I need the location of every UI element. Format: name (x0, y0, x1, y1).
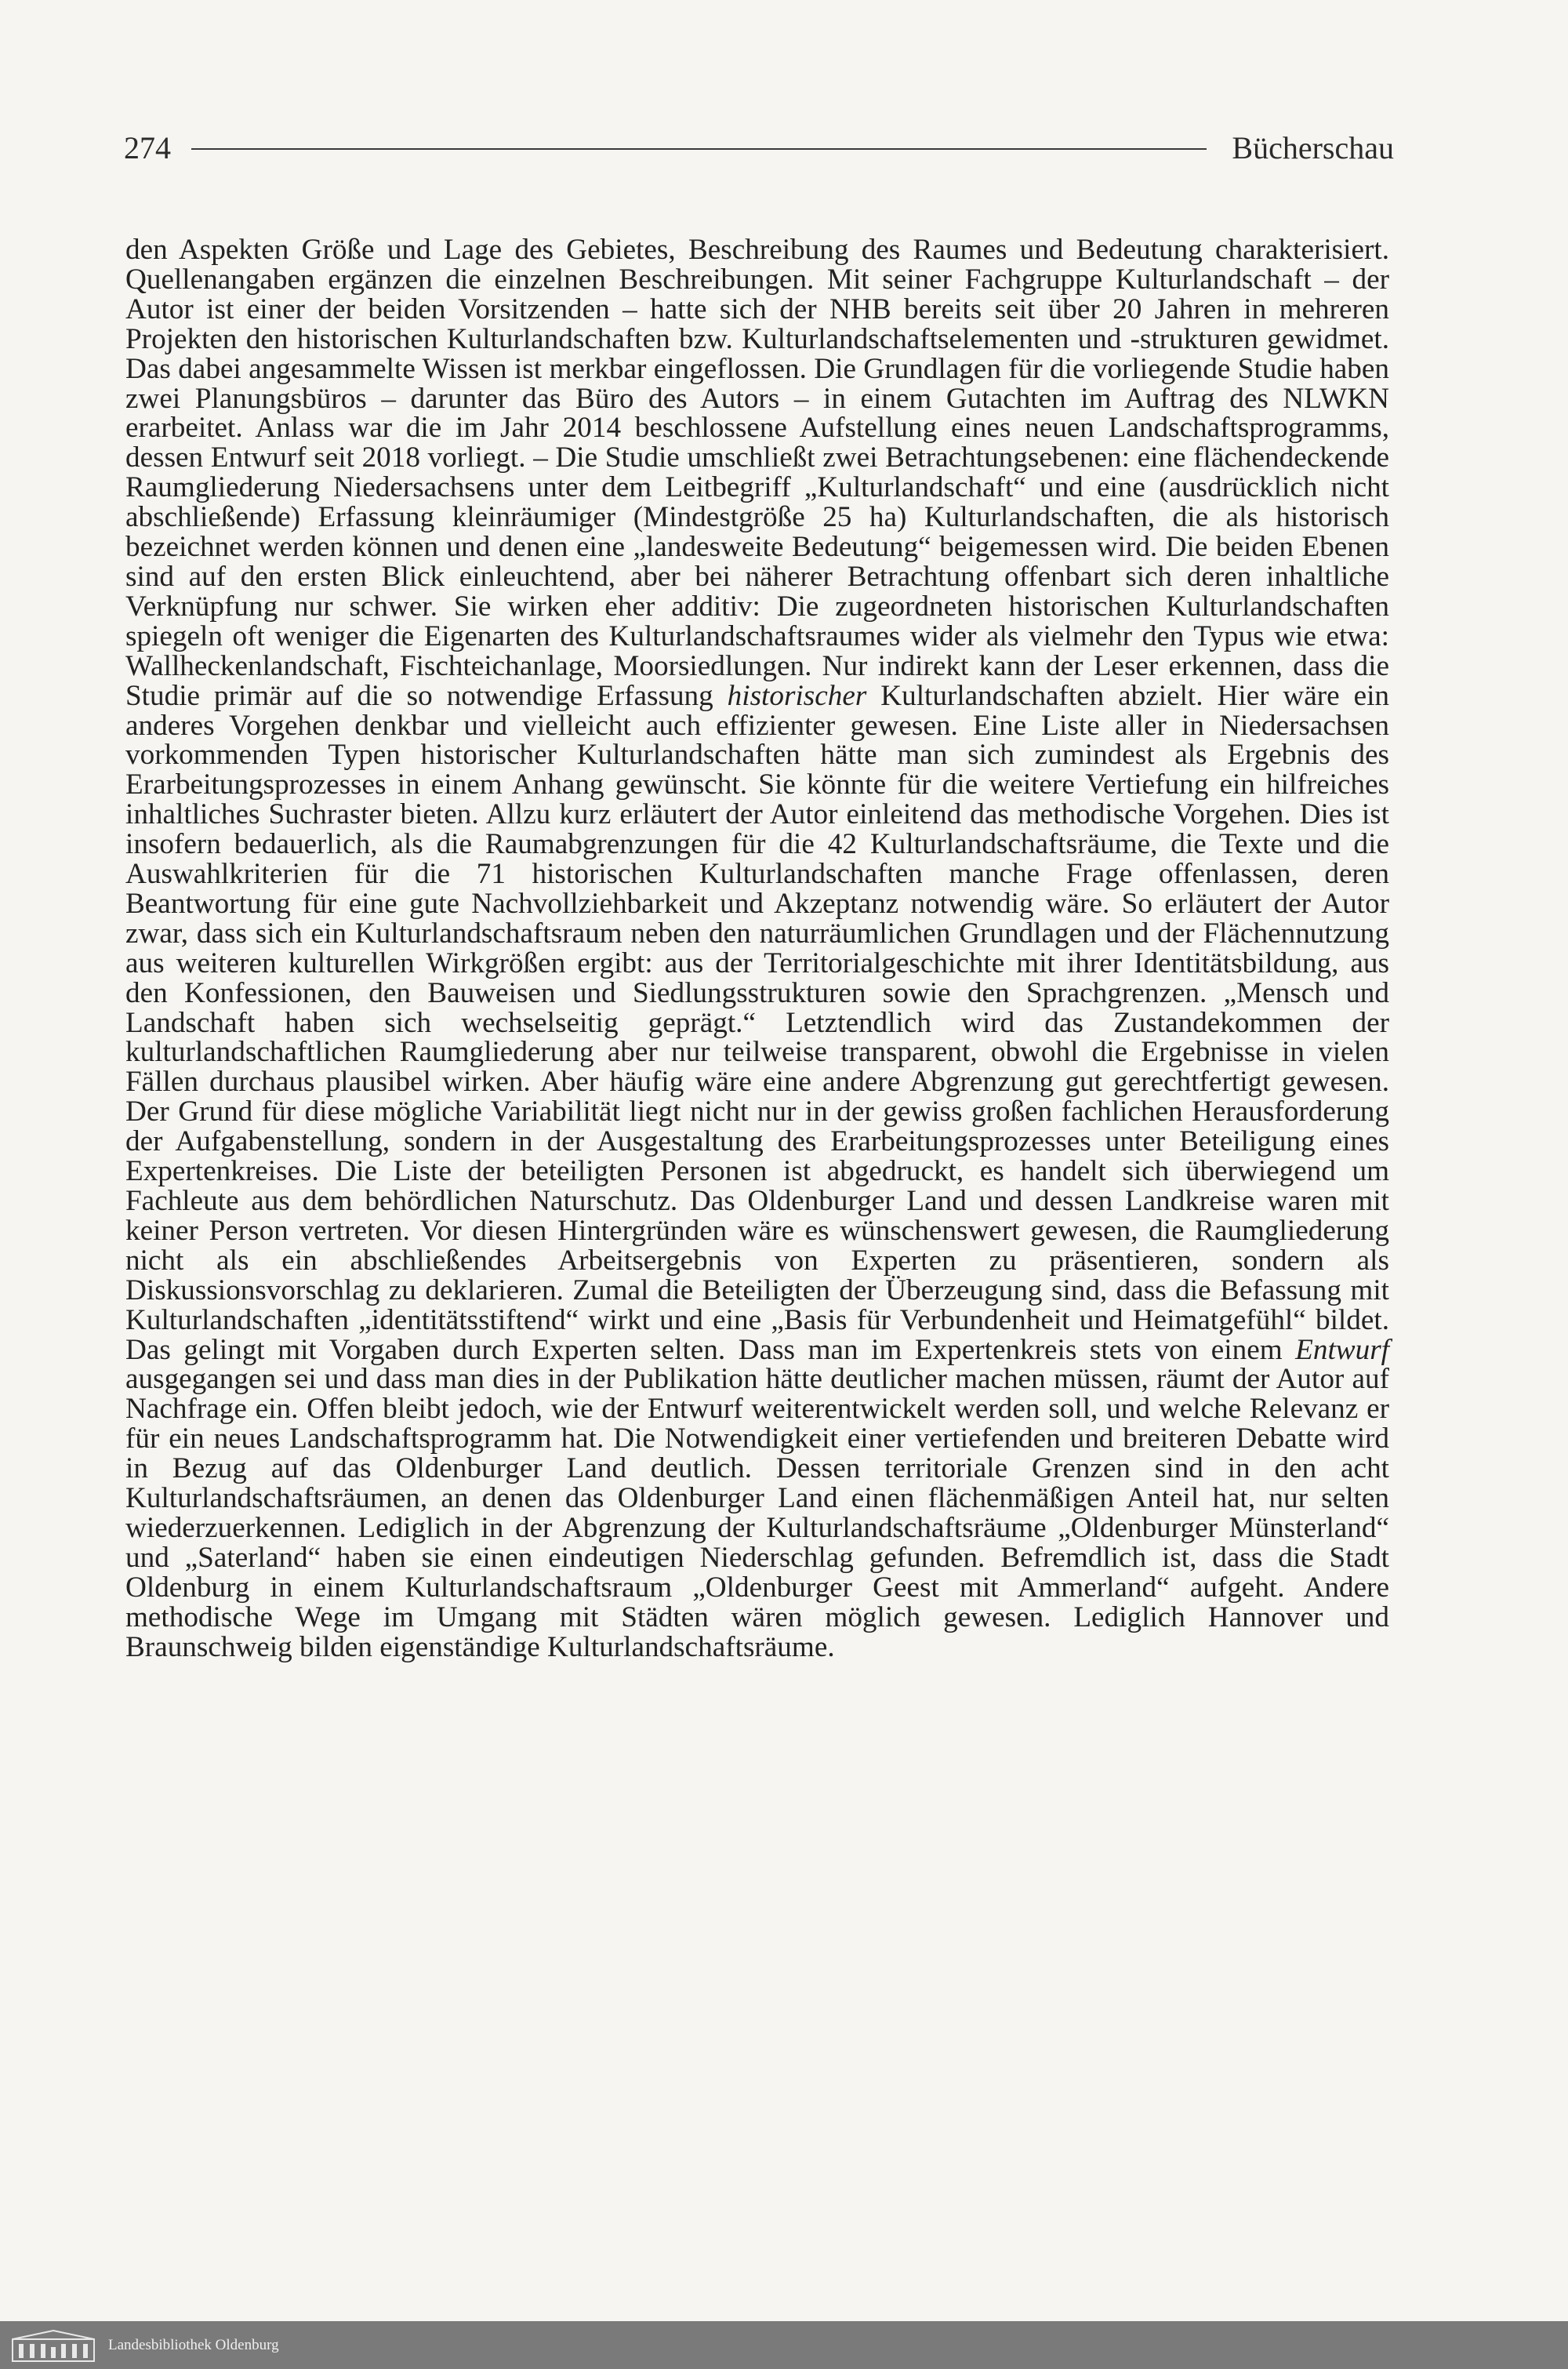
footer-bar (0, 2321, 1568, 2369)
body-text-part-2: Kulturlandschaften abzielt. Hier wäre ein anderes Vorgehen denkbar und vielleicht auch effizienter gewesen. Eine Liste aller in Niedersachsen vorkommenden Typen historischer Kulturlandschaften hätte man sich zumindest als Ergebnis des Erarbeitungsprozesses in einem Anhang gewünscht. Sie könnte für die weitere Vertiefung ein hilfreiches inhaltliches Suchraster bieten. Allzu kurz erläutert der Autor einleitend das methodische Vorgehen. Dies ist insofern bedauerlich, als die Raumabgrenzungen für die 42 Kulturlandschaftsräume, die Texte und die Auswahlkriterien für die 71 historischen Kulturlandschaften manche Frage offenlassen, deren Beantwortung für eine gute Nachvollziehbarkeit und Akzeptanz notwendig wäre. So erläutert der Autor zwar, dass sich ein Kulturlandschaftsraum neben den naturräumlichen Grundlagen und der Flächennutzung aus weiteren kulturellen Wirkgrößen ergibt: aus der Territorialgeschichte mit ihrer Identitätsbildung, aus den Konfessionen, den Bauweisen und Siedlungsstrukturen sowie den Sprachgrenzen. „Mensch und Landschaft haben sich wechselseitig geprägt.“ Letztendlich wird das Zustandekommen der kulturlandschaftlichen Raumgliederung aber nur teilweise transparent, obwohl die Ergebnisse in vielen Fällen durchaus plausibel wirken. Aber häufig wäre eine andere Abgrenzung gut gerechtfertigt gewesen. Der Grund für diese mögliche Variabilität liegt nicht nur in der gewiss großen fachlichen Herausforderung der Aufgabenstellung, sondern in der Ausgestaltung des Erarbeitungsprozesses unter Beteiligung eines Expertenkreises. Die Liste der beteiligten Personen ist abgedruckt, es handelt sich überwiegend um Fachleute aus dem behördlichen Naturschutz. Das Oldenburger Land und dessen Landkreise waren mit keiner Person vertreten. Vor diesen Hintergründen wäre es wünschenswert gewesen, die Raumgliederung nicht als ein abschließendes Arbeitsergebnis von Experten zu präsentieren, sondern als Diskussionsvorschlag zu deklarieren. Zumal die Beteiligten der Überzeugung sind, dass die Befassung mit Kulturlandschaften „identitätsstiftend“ wirkt und eine „Basis für Verbundenheit und Heimatgefühl“ bildet. Das gelingt mit Vorgaben durch Experten selten. Dass man im Expertenkreis stets von einem (125, 679, 1390, 1366)
emphasis-historischer: historischer (727, 679, 867, 712)
body-text-part-1: den Aspekten Größe und Lage des Gebietes, Beschreibung des Raumes und Bedeutung charakterisiert. Quellenangaben ergänzen die einzelnen Beschreibungen. Mit seiner Fachgruppe Kulturlandschaft – der Autor ist einer der beiden Vorsitzenden – hatte sich der NHB bereits seit über 20 Jahren in mehreren Projekten den historischen Kulturlandschaften bzw. Kulturlandschaftselementen und -strukturen gewidmet. Das dabei angesammelte Wissen ist merkbar eingeflossen. Die Grundlagen für die vorliegende Studie haben zwei Planungsbüros – darunter das Büro des Autors – in einem Gutachten im Auftrag des NLWKN erarbeitet. Anlass war die im Jahr 2014 beschlossene Aufstellung eines neuen Landschaftsprogramms, dessen Entwurf seit 2018 vorliegt. – Die Studie umschließt zwei Betrachtungsebenen: eine flächendeckende Raumgliederung Niedersachsens unter dem Leitbegriff „Kulturlandschaft“ und eine (ausdrücklich nicht abschließende) Erfassung kleinräumiger (Mindestgröße 25 ha) Kulturlandschaften, die als historisch bezeichnet werden können und denen eine „landesweite Bedeutung“ beigemessen wird. Die beiden Ebenen sind auf den ersten Blick einleuchtend, aber bei näherer Betrachtung offenbart sich deren inhaltliche Verknüpfung nur schwer. Sie wirken eher additiv: Die zugeordneten historischen Kulturlandschaften spiegeln oft weniger die Eigenarten des Kulturlandschaftsraumes wider als vielmehr den Typus wie etwa: Wallheckenlandschaft, Fischteichanlage, Moorsiedlungen. Nur indirekt kann der Leser erkennen, dass die Studie primär auf die so notwendige Erfassung (125, 234, 1389, 712)
emphasis-entwurf: Entwurf (1295, 1333, 1389, 1366)
header-rule (191, 148, 1207, 150)
section-title: Bücherschau (1232, 129, 1394, 165)
body-text-part-3: ausgegangen sei und dass man dies in der Publikation hätte deutlicher machen müssen, räumt der Autor auf Nachfrage ein. Offen bleibt jedoch, wie der Entwurf weiterentwickelt werden soll, und welche Relevanz er für ein neues Landschaftsprogramm hat. Die Notwendigkeit einer vertiefenden und breiteren Debatte wird in Bezug auf das Oldenburger Land deutlich. Dessen territoriale Grenzen sind in den acht Kulturlandschaftsräumen, an denen das Oldenburger Land einen flächenmäßigen Anteil hat, nur selten wiederzuerkennen. Lediglich in der Abgrenzung der Kulturlandschaftsräume „Oldenburger Münsterland“ und „Saterland“ haben sie einen eindeutigen Niederschlag gefunden. Befremdlich ist, dass die Stadt Oldenburg in einem Kulturlandschaftsraum „Oldenburger Geest mit Ammerland“ aufgeht. Andere methodische Wege im Umgang mit Städten wären möglich gewesen. Lediglich Hannover und Braunschweig bilden eigenständige Kulturlandschaftsräume. (125, 1363, 1389, 1663)
body-paragraph (125, 235, 1389, 1662)
library-building-icon (11, 2328, 96, 2363)
library-name: Landesbibliothek Oldenburg (108, 2336, 279, 2353)
page-number: 274 (124, 129, 171, 165)
running-head (124, 125, 1394, 169)
